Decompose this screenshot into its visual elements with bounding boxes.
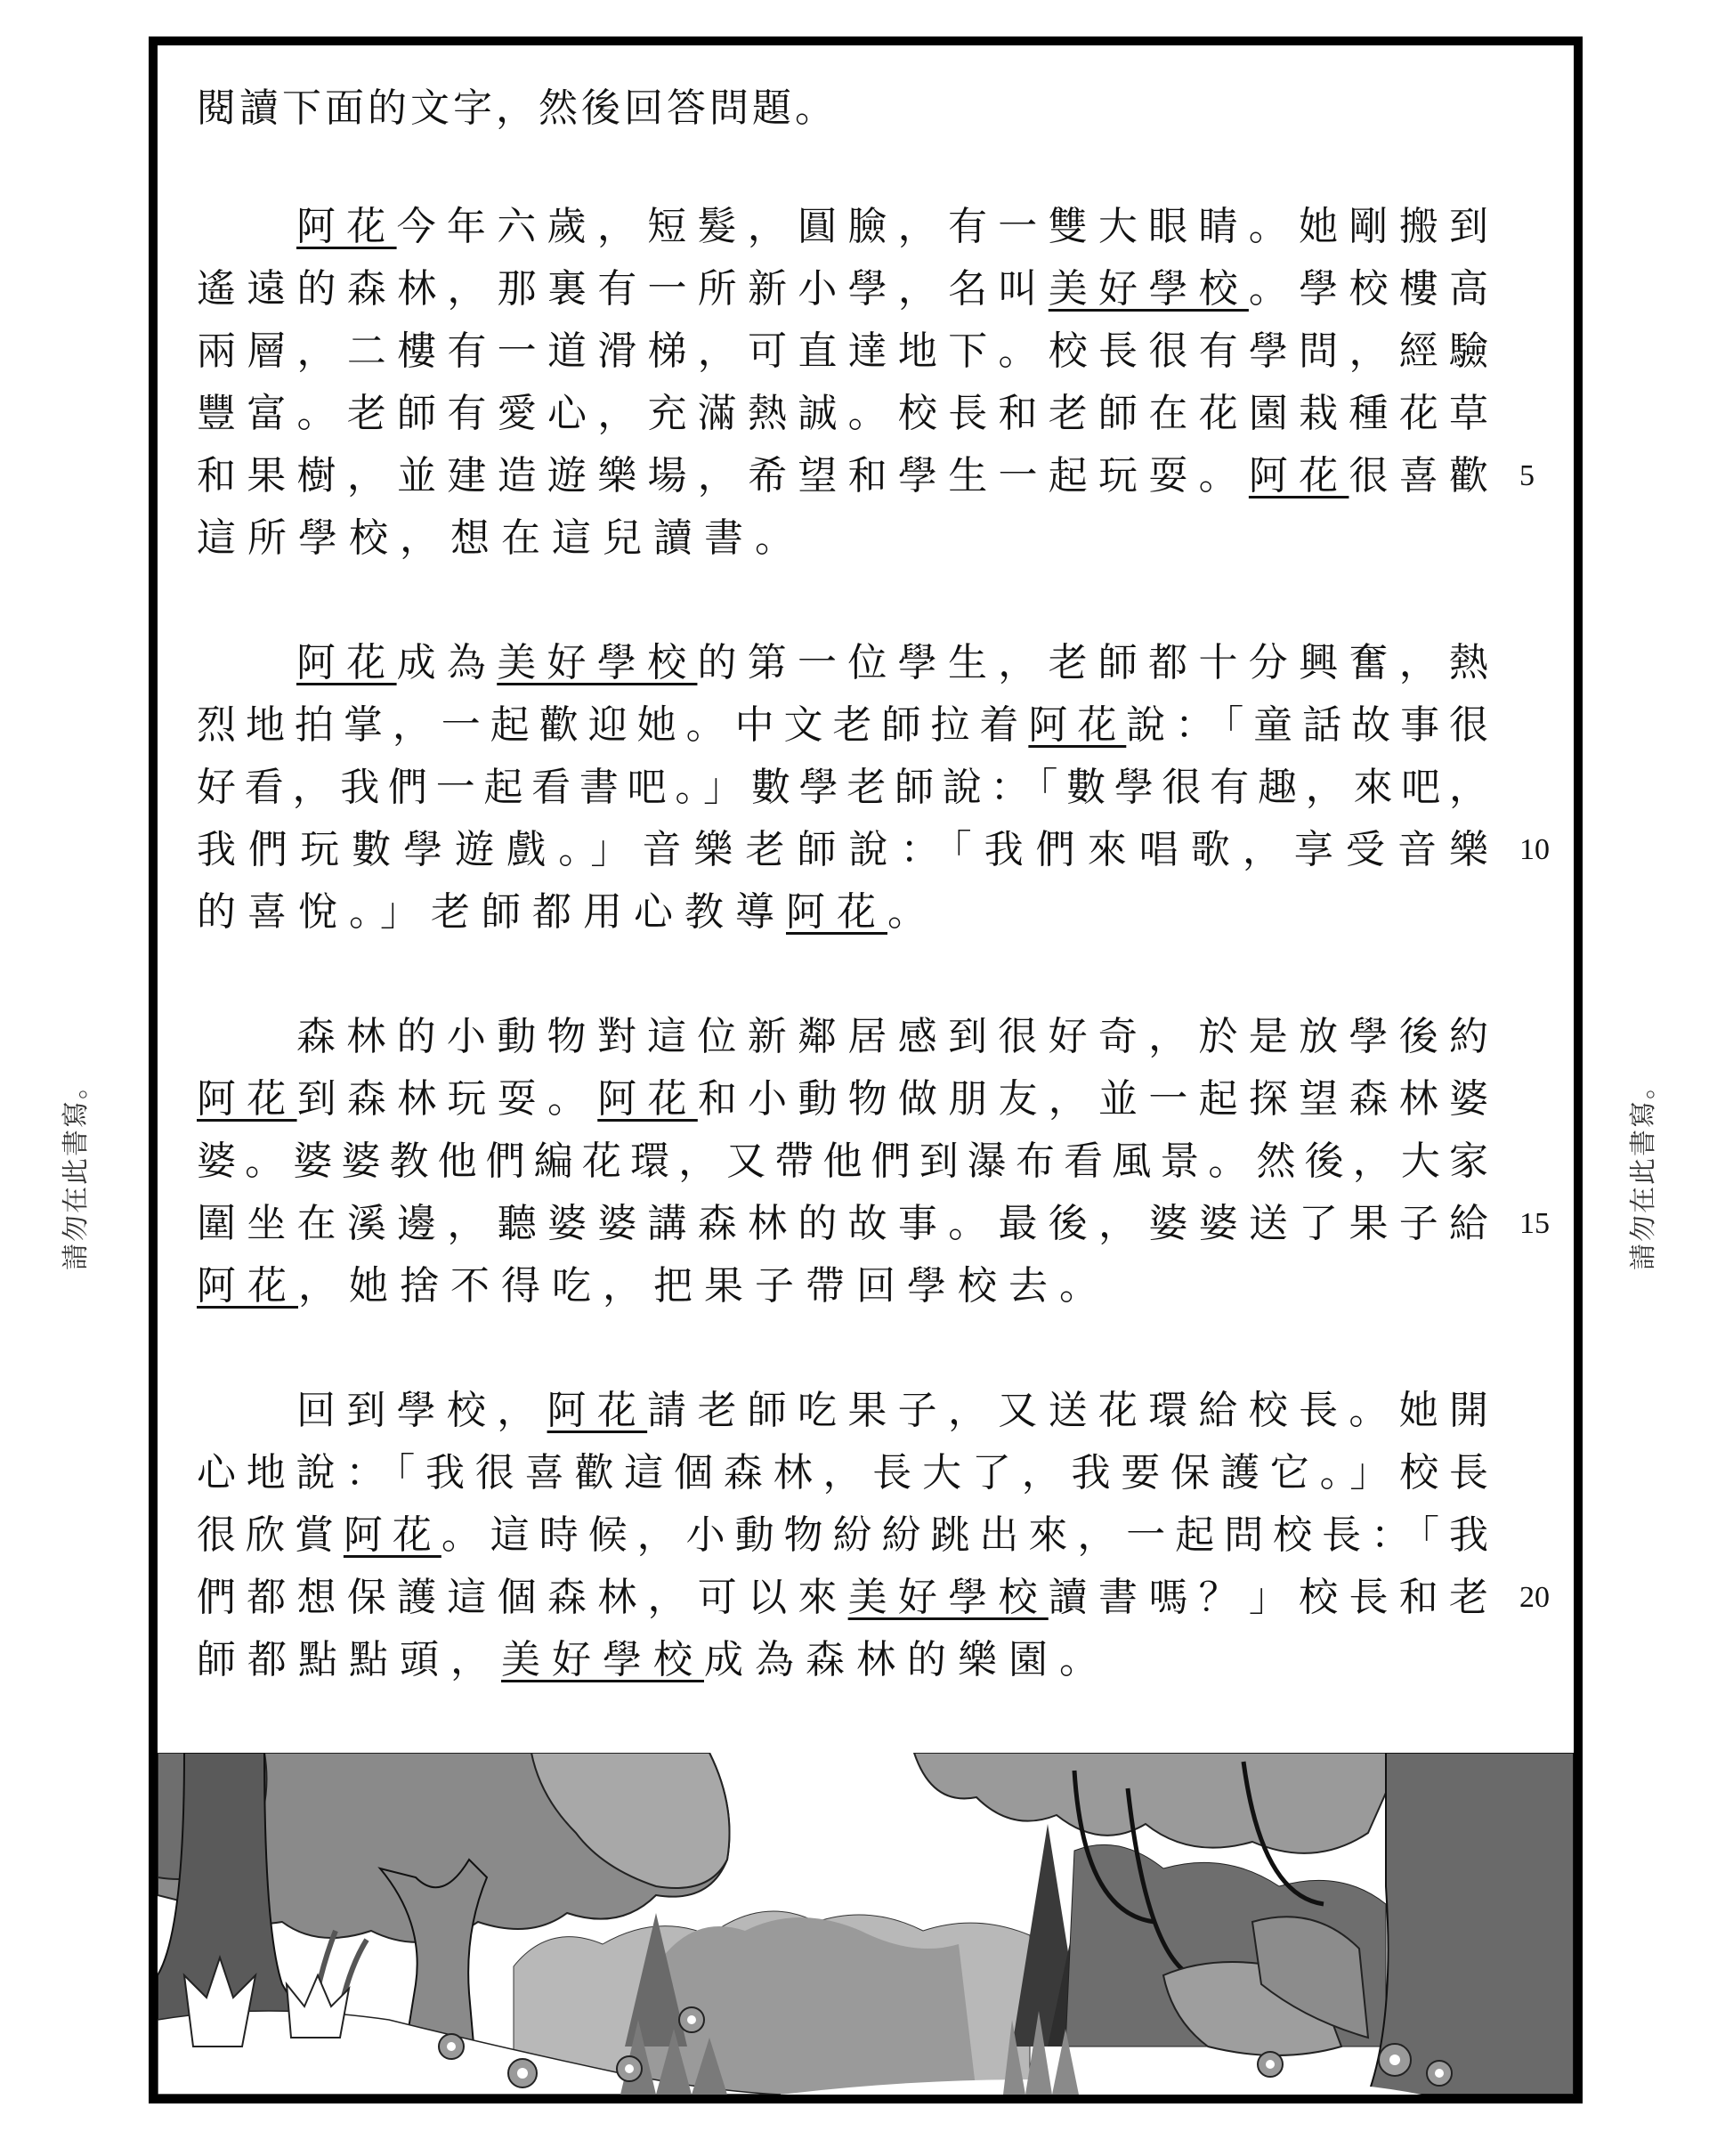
line-text xyxy=(197,1131,1497,1193)
proper-noun-underlined: 阿花 xyxy=(296,640,397,685)
passage-line xyxy=(197,757,1497,819)
forest-illustration xyxy=(158,1753,1574,2095)
line-text xyxy=(197,1442,1499,1504)
do-not-write-text: 請勿在此書寫。 xyxy=(61,1071,92,1270)
proper-noun-underlined: 美好學校 xyxy=(497,640,698,685)
text-segment: 回到學校， xyxy=(296,1388,547,1433)
text-segment: 讀書嗎？」校長和老 xyxy=(1048,1575,1500,1620)
passage-line xyxy=(197,196,1500,258)
passage-line xyxy=(197,507,1488,570)
line-text xyxy=(197,1504,1498,1567)
reading-instruction: 閱讀下面的文字，然後回答問題。 xyxy=(197,85,838,131)
proper-noun-underlined: 阿花 xyxy=(343,1512,441,1558)
text-segment: 們都想保護這個森林，可以來 xyxy=(197,1575,848,1620)
line-number: 10 xyxy=(1519,833,1550,866)
line-text xyxy=(197,1068,1499,1131)
line-text xyxy=(197,881,938,944)
text-segment: 今年六歲，短髮，圓臉，有一雙大眼睛。她剛搬到 xyxy=(396,204,1500,249)
text-segment: 很喜歡 xyxy=(1349,453,1500,498)
passage-line xyxy=(197,1131,1498,1193)
text-segment: 森林的小動物對這位新鄰居感到很好奇，於是放學後約 xyxy=(296,1014,1500,1059)
text-segment: 和果樹，並建造遊樂場，希望和學生一起玩耍。 xyxy=(197,453,1249,498)
text-segment: 成為 xyxy=(396,640,498,685)
text-segment: 心地說：「我很喜歡這個森林，長大了，我要保護它。」校長 xyxy=(197,1450,1499,1495)
text-segment: 。這時候，小動物紛紛跳出來，一起問校長：「我 xyxy=(441,1512,1498,1558)
line-text xyxy=(296,1006,1499,1068)
passage-line xyxy=(197,819,1550,881)
text-segment: 師都點點頭， xyxy=(197,1637,501,1682)
line-text xyxy=(197,1629,1110,1691)
line-text xyxy=(296,632,1499,694)
line-text xyxy=(296,196,1499,258)
text-segment: 圍坐在溪邊，聽婆婆講森林的故事。最後，婆婆送了果子給 xyxy=(197,1201,1500,1246)
proper-noun-underlined: 阿花 xyxy=(197,1263,298,1309)
text-segment: 很欣賞 xyxy=(197,1512,344,1558)
line-text xyxy=(197,757,1497,819)
text-segment: 請老師吃果子，又送花環給校長。她開 xyxy=(647,1388,1500,1433)
line-text xyxy=(197,320,1499,383)
passage-line xyxy=(197,1255,1488,1317)
text-segment: 遙遠的森林，那裏有一所新小學，名叫 xyxy=(197,266,1049,312)
passage-line xyxy=(197,1380,1500,1442)
paragraph-2 xyxy=(197,632,1550,944)
passage-line xyxy=(197,1442,1499,1504)
text-segment: 婆。婆婆教他們編花環，又帶他們到瀑布看風景。然後，大家 xyxy=(197,1139,1498,1184)
passage-line xyxy=(197,1006,1500,1068)
text-segment: 豐富。老師有愛心，充滿熱誠。校長和老師在花園栽種花草 xyxy=(197,391,1500,436)
passage-line xyxy=(197,320,1500,383)
passage-line xyxy=(197,445,1535,507)
passage-line xyxy=(197,632,1500,694)
line-text xyxy=(197,1567,1499,1629)
do-not-write-note-right xyxy=(1623,1050,1658,1291)
passage-line xyxy=(197,258,1500,320)
reading-passage xyxy=(197,196,1550,1754)
line-text xyxy=(197,819,1501,881)
line-text xyxy=(197,258,1499,320)
text-segment: 我們玩數學遊戲。」音樂老師說：「我們來唱歌，享受音樂 xyxy=(197,827,1502,872)
text-segment: 和小動物做朋友，並一起探望森林婆 xyxy=(697,1076,1500,1122)
text-segment: ，她捨不得吃，把果子帶回學校去。 xyxy=(298,1263,1110,1309)
passage-line xyxy=(197,1629,1488,1691)
proper-noun-underlined: 阿花 xyxy=(547,1388,648,1433)
text-segment: 的喜悅。」老師都用心教導 xyxy=(197,889,786,935)
text-segment: 的第一位學生，老師都十分興奮，熱 xyxy=(697,640,1500,685)
line-text xyxy=(296,1380,1499,1442)
line-number: 20 xyxy=(1519,1581,1550,1614)
proper-noun-underlined: 阿花 xyxy=(597,1076,698,1122)
paragraph-3 xyxy=(197,1006,1550,1317)
passage-line xyxy=(197,881,1488,944)
proper-noun-underlined: 阿花 xyxy=(296,204,397,249)
text-segment: 說：「童話故事很 xyxy=(1126,702,1498,748)
proper-noun-underlined: 美好學校 xyxy=(1048,266,1249,312)
proper-noun-underlined: 美好學校 xyxy=(501,1637,704,1682)
do-not-write-note-left xyxy=(55,1050,91,1291)
proper-noun-underlined: 阿花 xyxy=(197,1076,297,1122)
passage-line xyxy=(197,1068,1500,1131)
text-segment: 這所學校，想在這兒讀書。 xyxy=(197,515,806,561)
line-text xyxy=(197,1193,1499,1255)
line-number: 5 xyxy=(1519,459,1535,492)
passage-line xyxy=(197,694,1498,757)
text-segment: 。學校樓高 xyxy=(1248,266,1500,312)
text-segment: 到森林玩耍。 xyxy=(296,1076,598,1122)
proper-noun-underlined: 美好學校 xyxy=(847,1575,1049,1620)
text-segment: 成為森林的樂園。 xyxy=(704,1637,1110,1682)
line-text xyxy=(197,507,806,570)
proper-noun-underlined: 阿花 xyxy=(1028,702,1127,748)
line-text xyxy=(197,694,1498,757)
forest-scene-image xyxy=(158,1753,1574,2095)
line-number: 15 xyxy=(1519,1207,1550,1240)
passage-line xyxy=(197,383,1500,445)
line-text xyxy=(197,383,1499,445)
passage-line xyxy=(197,1567,1550,1629)
line-text xyxy=(197,1255,1110,1317)
passage-line xyxy=(197,1504,1498,1567)
passage-line xyxy=(197,1193,1550,1255)
proper-noun-underlined: 阿花 xyxy=(1248,453,1349,498)
text-segment: 。 xyxy=(887,889,938,935)
do-not-write-text: 請勿在此書寫。 xyxy=(1628,1071,1659,1270)
text-segment: 好看，我們一起看書吧。」數學老師說：「數學很有趣，來吧， xyxy=(197,765,1497,810)
text-segment: 兩層，二樓有一道滑梯，可直達地下。校長很有學問，經驗 xyxy=(197,328,1500,374)
paragraph-1 xyxy=(197,196,1535,570)
paragraph-4 xyxy=(197,1380,1550,1691)
text-segment: 烈地拍掌，一起歡迎她。中文老師拉着 xyxy=(197,702,1029,748)
proper-noun-underlined: 阿花 xyxy=(786,889,887,935)
line-text xyxy=(197,445,1499,507)
